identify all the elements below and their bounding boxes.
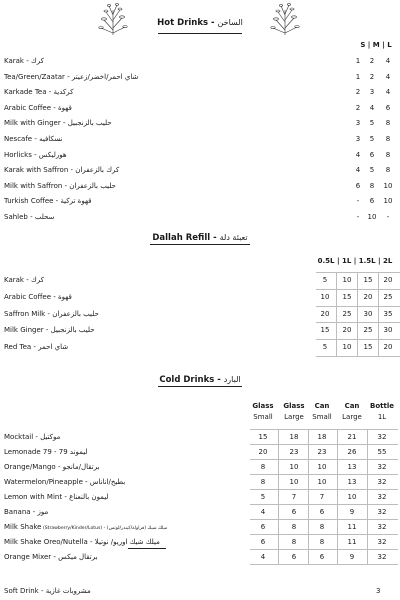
hot-item-price-m: 10 <box>367 213 377 221</box>
cold-title-en: Cold Drinks - <box>159 375 224 385</box>
hot-item-name: Sahleb - سحلب <box>4 213 55 221</box>
footer-divider <box>128 548 166 549</box>
hot-drinks-title <box>0 18 400 28</box>
cold-item-price: 11 <box>347 523 357 531</box>
cold-item-price: 4 <box>260 553 266 561</box>
dallah-item-price: 20 <box>383 276 393 284</box>
hot-item-price-s: 2 <box>355 103 361 112</box>
dallah-item-name: Arabic Coffee - قهوة <box>4 292 72 301</box>
cold-col-header-top: Bottle <box>370 402 394 410</box>
dallah-item-price: 10 <box>320 292 330 301</box>
dallah-item-price: 20 <box>320 309 330 318</box>
cold-grid-hline <box>250 564 398 565</box>
cold-item-price: 21 <box>347 433 357 441</box>
cold-item-price: 32 <box>377 508 387 516</box>
cold-item-price: 32 <box>377 493 387 501</box>
cold-item-price: 8 <box>319 538 325 546</box>
cold-grid-hline <box>250 549 398 550</box>
cold-col-header-bottom: Small <box>312 413 332 421</box>
hot-item-name: Turkish Coffee - قهوة تركية <box>4 197 92 206</box>
hot-item-price-l: - <box>386 213 390 221</box>
hot-item-price-s: 6 <box>355 181 361 190</box>
soft-drink-label: Soft Drink - مشروبات غازية <box>4 587 91 595</box>
cold-item-price: 20 <box>258 448 268 456</box>
cold-item-name: Mocktail - موكتيل <box>4 433 61 441</box>
hot-item-price-s: 2 <box>355 88 361 97</box>
cold-col-header-bottom: Small <box>253 413 273 421</box>
hot-item-price-m: 5 <box>369 166 375 175</box>
cold-item-price: 32 <box>377 538 387 546</box>
cold-item-name-sub: (Strawberry/Kinder/Lotus) - ميلك شيك (فراولة/كيندر/لوتس) <box>41 526 168 531</box>
cold-item-name: Orange/Mango - برتقال/مانجو <box>4 463 100 471</box>
hot-item-price-l: 6 <box>385 103 391 112</box>
hot-item-price-l: 8 <box>385 119 391 128</box>
cold-col-header-top: Glass <box>283 402 305 410</box>
hot-item-name: Nescafe - نسكافيه <box>4 135 63 143</box>
cold-item-name: Milk Shake Oreo/Nutella - ميلك شيك اوريو/ نوتيلا <box>4 538 160 546</box>
cold-item-price: 6 <box>260 523 266 531</box>
hot-item-name: Karkade Tea - كركدية <box>4 88 74 97</box>
cold-item-price: 10 <box>289 463 299 471</box>
dallah-item-price: 25 <box>363 326 373 335</box>
hot-item-price-l: 8 <box>385 150 391 159</box>
hot-item-price-m: 5 <box>369 135 375 143</box>
hot-item-name: Karak - كرك <box>4 57 44 65</box>
cold-item-name-main: Milk Shake <box>4 523 42 531</box>
cold-item-price: 13 <box>347 478 357 486</box>
hot-title-en: Hot Drinks - <box>157 18 218 28</box>
cold-item-price: 7 <box>319 493 325 501</box>
hot-item-price-m: 5 <box>369 119 375 128</box>
cold-item-price: 9 <box>349 508 355 516</box>
dallah-columns-header: 0.5L | 1L | 1.5L | 2L <box>317 257 393 265</box>
cold-drinks-title <box>0 375 400 385</box>
hot-item-price-m: 2 <box>369 72 375 81</box>
hot-item-price-m: 4 <box>369 103 375 112</box>
hot-title-ar: الساخن <box>217 18 243 27</box>
cold-grid-hline <box>250 489 398 490</box>
cold-item-price: 32 <box>377 478 387 486</box>
hot-sizes-header: S | M | L <box>360 41 392 49</box>
hot-item-price-s: 1 <box>355 72 361 81</box>
cold-grid-hline <box>250 429 398 430</box>
cold-item-name: Watermelon/Pineapple - بطيخ/اناناس <box>4 478 126 486</box>
hot-item-price-l: 8 <box>385 166 391 175</box>
dallah-grid-hline <box>316 339 400 340</box>
cold-item-price: 26 <box>347 448 357 456</box>
cold-item-price: 32 <box>377 553 387 561</box>
cold-item-price: 6 <box>319 553 325 561</box>
cold-item-price: 18 <box>289 433 299 441</box>
cold-grid-hline <box>250 534 398 535</box>
cold-item-price: 15 <box>258 433 268 441</box>
cold-item-price: 55 <box>377 448 387 456</box>
dallah-item-price: 25 <box>383 292 393 301</box>
cold-item-price: 8 <box>291 523 297 531</box>
hot-item-price-s: - <box>356 213 360 221</box>
hot-item-name: Horlicks - هورليكس <box>4 150 67 159</box>
cold-col-header-bottom: Large <box>284 413 304 421</box>
dallah-title-ar: تعبئة دلة <box>219 233 248 242</box>
cold-item-price: 10 <box>317 478 327 486</box>
dallah-grid-hline <box>316 306 400 307</box>
hot-item-price-l: 10 <box>383 197 393 206</box>
dallah-item-price: 20 <box>363 292 373 301</box>
hot-item-price-s: 4 <box>355 166 361 175</box>
dallah-item-price: 15 <box>342 292 352 301</box>
cold-item-price: 8 <box>291 538 297 546</box>
cold-grid-vline <box>278 429 279 564</box>
cold-item-price: 4 <box>260 508 266 516</box>
dallah-grid-hline <box>316 289 400 290</box>
cold-grid-vline <box>337 429 338 564</box>
cold-item-price: 10 <box>347 493 357 501</box>
dallah-title-en: Dallah Refill - <box>152 233 220 243</box>
dallah-item-price: 20 <box>383 343 393 352</box>
dallah-item-price: 35 <box>383 309 393 318</box>
hot-item-price-s: 3 <box>355 135 361 143</box>
cold-item-price: 18 <box>317 433 327 441</box>
hot-item-price-m: 8 <box>369 181 375 190</box>
dallah-item-name: Karak - كرك <box>4 276 44 284</box>
cold-grid-hline <box>250 459 398 460</box>
cold-item-price: 32 <box>377 433 387 441</box>
cold-col-header-top: Glass <box>252 402 274 410</box>
dallah-item-name: Saffron Milk - حليب بالزعفران <box>4 309 99 318</box>
cold-item-price: 32 <box>377 463 387 471</box>
hot-title-underline <box>158 33 242 34</box>
cold-item-price: 10 <box>289 478 299 486</box>
hot-item-name: Karak with Saffron - كرك بالزعفران <box>4 166 120 175</box>
cold-col-header-bottom: 1L <box>377 413 387 421</box>
cold-item-price: 23 <box>289 448 299 456</box>
cold-item-price: 6 <box>291 508 297 516</box>
hot-item-price-l: 4 <box>385 72 391 81</box>
dallah-title <box>0 233 400 243</box>
cold-item-name: Orange Mixer - برتقال ميكس <box>4 553 98 561</box>
cold-title-ar: البارد <box>223 375 241 384</box>
dallah-item-price: 30 <box>383 326 393 335</box>
cold-item-name: Lemon with Mint - ليمون بالنعناع <box>4 493 109 501</box>
hot-item-price-s: 3 <box>355 119 361 128</box>
cold-item-price: 8 <box>260 478 266 486</box>
dallah-grid-hline <box>316 322 400 323</box>
soft-drink-price: 3 <box>376 587 381 595</box>
dallah-item-price: 10 <box>342 276 352 284</box>
dallah-grid-hline <box>316 272 400 273</box>
dallah-item-name: Milk Ginger - حليب بالزنجبيل <box>4 326 95 335</box>
hot-item-price-m: 2 <box>369 57 375 65</box>
hot-item-name: Tea/Green/Zaatar - شاي احمر/اخضر/زعيتر <box>4 72 139 81</box>
cold-grid-vline <box>367 429 368 564</box>
cold-grid-hline <box>250 444 398 445</box>
dallah-item-price: 15 <box>363 276 373 284</box>
cold-col-header-top: Can <box>314 402 330 410</box>
hot-item-price-l: 4 <box>385 57 391 65</box>
dallah-item-price: 10 <box>342 343 352 352</box>
dallah-item-price: 15 <box>320 326 330 335</box>
cold-item-price: 6 <box>291 553 297 561</box>
dallah-item-price: 15 <box>363 343 373 352</box>
hot-item-price-s: 1 <box>355 57 361 65</box>
cold-item-price: 32 <box>377 523 387 531</box>
dallah-item-name: Red Tea - شاي احمر <box>4 343 69 352</box>
cold-item-price: 8 <box>319 523 325 531</box>
hot-item-name: Milk with Saffron - حليب بالزعفران <box>4 181 116 190</box>
cold-item-price: 6 <box>260 538 266 546</box>
cold-grid-hline <box>250 519 398 520</box>
cold-title-underline <box>158 386 242 387</box>
cold-item-price: 6 <box>319 508 325 516</box>
dallah-title-underline <box>150 244 250 245</box>
cold-grid-hline <box>250 504 398 505</box>
cold-item-name: Banana - موز <box>4 508 49 516</box>
hot-item-price-s: - <box>356 197 360 206</box>
dallah-item-price: 5 <box>322 343 328 352</box>
cold-grid-hline <box>250 474 398 475</box>
cold-col-header-top: Can <box>344 402 360 410</box>
cold-item-price: 11 <box>347 538 357 546</box>
hot-item-price-m: 6 <box>369 150 375 159</box>
hot-item-name: Milk with Ginger - حليب بالزنجبيل <box>4 119 112 128</box>
cold-item-price: 9 <box>349 553 355 561</box>
header <box>0 0 400 40</box>
cold-item-price: 10 <box>317 463 327 471</box>
dallah-item-price: 5 <box>322 276 328 284</box>
hot-item-price-m: 3 <box>369 88 375 97</box>
hot-item-price-l: 4 <box>385 88 391 97</box>
dallah-item-price: 20 <box>342 326 352 335</box>
cold-item-price: 13 <box>347 463 357 471</box>
dallah-item-price: 25 <box>342 309 352 318</box>
cold-item-price: 8 <box>260 463 266 471</box>
dallah-item-price: 30 <box>363 309 373 318</box>
cold-item-price: 23 <box>317 448 327 456</box>
hot-item-price-l: 8 <box>385 135 391 143</box>
cold-col-header-bottom: Large <box>342 413 362 421</box>
cold-item-price: 5 <box>260 493 266 501</box>
cold-item-name: Lemonade 79 - ليموند 79 <box>4 448 88 456</box>
cold-item-name <box>4 522 167 534</box>
cold-item-price: 7 <box>291 493 297 501</box>
hot-item-price-m: 6 <box>369 197 375 206</box>
hot-item-price-s: 4 <box>355 150 361 159</box>
hot-item-price-l: 10 <box>383 181 393 190</box>
hot-item-name: Arabic Coffee - قهوة <box>4 103 72 112</box>
dallah-grid-hline <box>316 356 400 357</box>
